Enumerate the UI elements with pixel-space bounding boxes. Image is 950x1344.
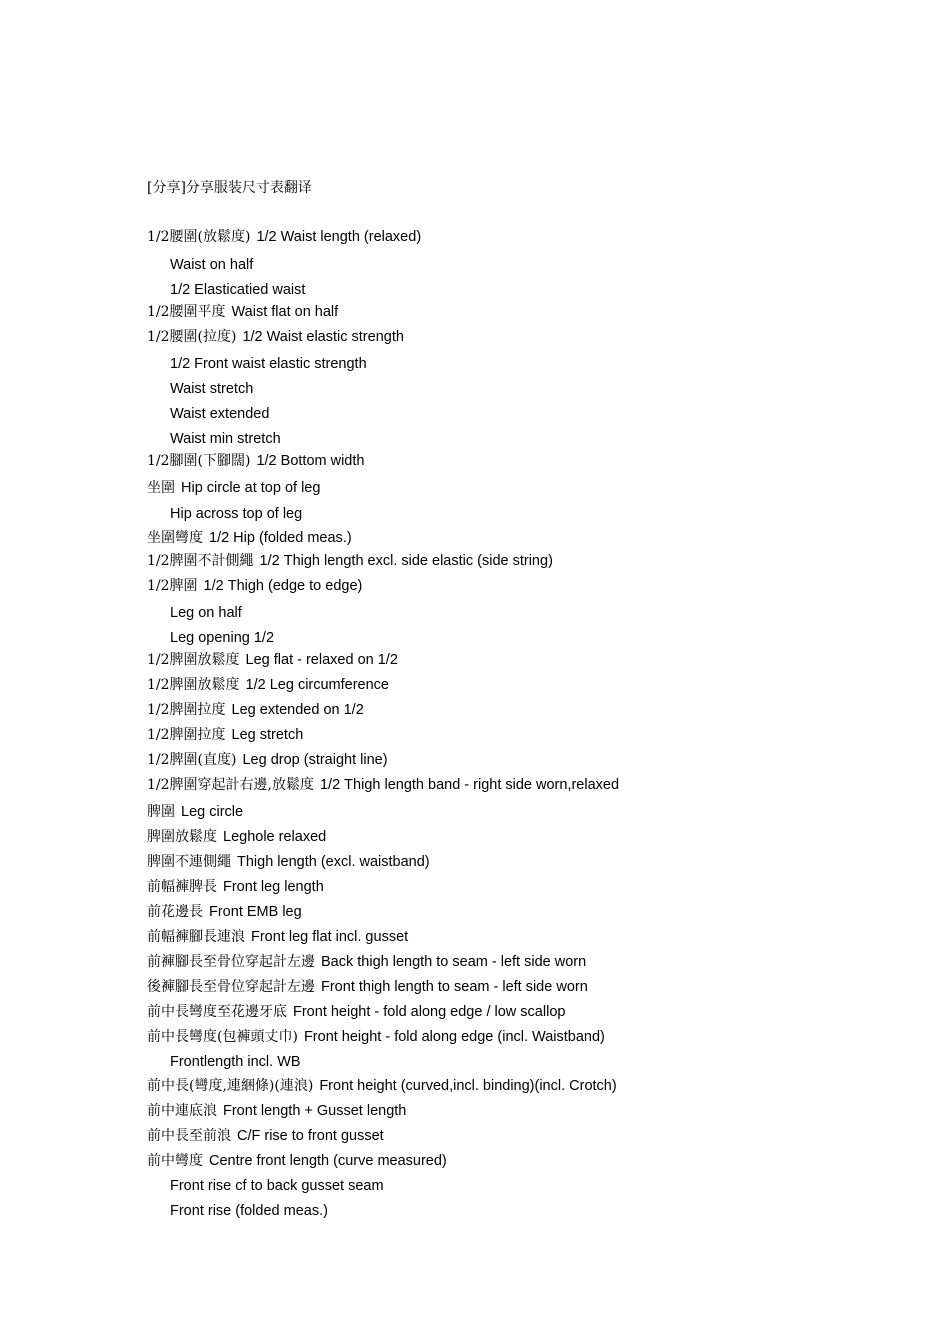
entry-chinese-term: 坐圍彎度 [147,530,203,546]
entry-english-term: 1/2 Thigh length band - right side worn,relaxed [319,777,620,793]
entry-chinese-term: 1/2腰圍(放鬆度) [147,229,251,245]
entry-english-term: Front leg flat incl. gusset [251,929,409,945]
entry-chinese-term: 前中長彎度(包褲頭丈巾) [147,1029,298,1045]
entry-english-term: Frontlength incl. WB [170,1054,301,1070]
entry-row [147,700,364,720]
entry-row [170,1052,301,1072]
entry-chinese-term: 1/2脾圍穿起計右邊,放鬆度 [147,777,314,793]
entry-english-term: 1/2 Hip (folded meas.) [209,530,352,546]
entry-row [147,852,430,872]
entry-row [170,255,253,275]
entry-english-term: Front leg length [223,879,324,895]
entry-chinese-term: 前花邊長 [147,904,203,920]
entry-english-term: Centre front length (curve measured) [209,1153,447,1169]
entry-chinese-term: 前褲腳長至骨位穿起計左邊 [147,954,315,970]
entry-english-term: Thigh length (excl. waistband) [237,854,430,870]
entry-chinese-term: 脾圍 [147,804,175,820]
entry-chinese-term: 後褲腳長至骨位穿起計左邊 [147,979,315,995]
entry-chinese-term: 脾圍不連側繩 [147,854,231,870]
entry-english-term: Front rise cf to back gusset seam [170,1178,384,1194]
entry-english-term: Waist on half [170,257,254,273]
entry-chinese-term: 1/2脾圍拉度 [147,702,226,718]
entry-chinese-term: 前中長彎度至花邊牙底 [147,1004,287,1020]
entry-english-term: Leg extended on 1/2 [231,702,364,718]
entry-row [147,551,553,571]
entry-chinese-term: 前中彎度 [147,1153,203,1169]
entry-row [147,750,388,770]
entry-chinese-term: 1/2脾圍不計側繩 [147,553,254,569]
entry-english-term: Waist stretch [170,381,254,397]
entry-chinese-term: 1/2脾圍 [147,578,198,594]
entry-row [170,379,253,399]
entry-english-term: C/F rise to front gusset [237,1128,384,1144]
entry-row [147,1076,617,1096]
entry-english-term: 1/2 Elasticatied waist [170,282,306,298]
entry-row [170,280,305,300]
entry-row [147,927,408,947]
entry-row [147,952,586,972]
entry-row [147,528,352,548]
entry-row [147,775,619,795]
entry-english-term: Back thigh length to seam - left side worn [321,954,587,970]
entry-english-term: 1/2 Waist elastic strength [242,329,404,345]
entry-english-term: Front height - fold along edge / low scallop [293,1004,566,1020]
entry-english-term: Waist extended [170,406,270,422]
entry-chinese-term: 坐圍 [147,480,175,496]
entry-chinese-term: 前中長(彎度,連綑條)(連浪) [147,1078,314,1094]
entry-row [170,1176,384,1196]
entry-english-term: Leg on half [170,605,242,621]
entry-english-term: 1/2 Bottom width [256,453,365,469]
entry-chinese-term: 1/2脾圍(直度) [147,752,237,768]
entry-chinese-term: 1/2脾圍放鬆度 [147,652,240,668]
entry-english-term: 1/2 Thigh length excl. side elastic (side string) [259,553,553,569]
entry-chinese-term: 1/2腰圍(拉度) [147,329,237,345]
entry-row [147,802,243,822]
entry-english-term: 1/2 Front waist elastic strength [170,356,367,372]
entry-english-term: Leg flat - relaxed on 1/2 [245,652,398,668]
entry-english-term: Leg circle [181,804,244,820]
entry-english-term: Front length + Gusset length [223,1103,407,1119]
entry-row [147,1126,384,1146]
entry-row [170,504,302,524]
entry-english-term: Front EMB leg [209,904,302,920]
entry-english-term: Leghole relaxed [223,829,327,845]
entry-chinese-term: 前幅褲腳長連浪 [147,929,245,945]
entry-row [147,327,404,347]
entry-english-term: Front rise (folded meas.) [170,1203,328,1219]
entry-english-term: Front thigh length to seam - left side worn [321,979,588,995]
entry-row [170,1201,328,1221]
entry-row [170,603,242,623]
entry-english-term: Leg opening 1/2 [170,630,275,646]
entry-english-term: Hip circle at top of leg [181,480,321,496]
entry-row [147,1002,565,1022]
entry-row [147,675,389,695]
entry-row [147,1101,406,1121]
entry-row [147,827,326,847]
entry-chinese-term: 前中長至前浪 [147,1128,231,1144]
entry-english-term: 1/2 Waist length (relaxed) [256,229,422,245]
entry-english-term: Leg stretch [231,727,304,743]
entry-chinese-term: 前中連底浪 [147,1103,217,1119]
entry-row [147,451,364,471]
entry-english-term: Front height - fold along edge (incl. Waistband) [303,1029,605,1045]
entry-row [147,478,320,498]
entry-chinese-term: 1/2脾圍放鬆度 [147,677,240,693]
entry-english-term: 1/2 Leg circumference [245,677,389,693]
entry-chinese-term: 前幅褲脾長 [147,879,217,895]
entry-row [147,877,324,897]
entry-row [170,404,269,424]
entry-row [147,650,398,670]
entry-row [147,1027,605,1047]
entry-row [147,1151,447,1171]
entry-english-term: Waist flat on half [231,304,339,320]
entry-chinese-term: 1/2脾圍拉度 [147,727,226,743]
entry-english-term: Leg drop (straight line) [242,752,388,768]
entry-chinese-term: 1/2腳圍(下腳闊) [147,453,251,469]
entry-row [170,628,274,648]
entry-english-term: Hip across top of leg [170,506,303,522]
entry-english-term: Waist min stretch [170,431,281,447]
entry-english-term: 1/2 Thigh (edge to edge) [203,578,363,594]
entry-row [147,576,362,596]
entry-row [147,725,303,745]
entry-row [147,302,338,322]
entry-chinese-term: 1/2腰圍平度 [147,304,226,320]
entry-chinese-term: 脾圍放鬆度 [147,829,217,845]
entry-english-term: Front height (curved,incl. binding)(incl. Crotch) [319,1078,617,1094]
entry-row [170,354,367,374]
document-title: [分享]分享服装尺寸表翻译 [147,180,312,196]
entry-row [147,902,302,922]
entry-row [147,977,588,997]
entry-row [170,429,281,449]
entry-row [147,227,421,247]
